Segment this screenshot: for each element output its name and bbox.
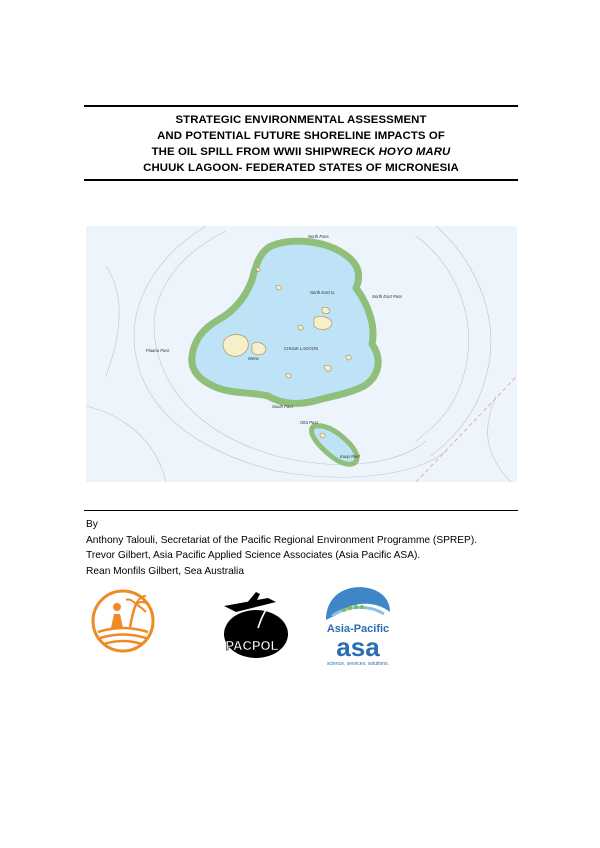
- map-label-south-pass: South Pass: [272, 404, 294, 409]
- title-line-2: AND POTENTIAL FUTURE SHORELINE IMPACTS OF: [157, 130, 445, 142]
- title-line-3-text: THE OIL SPILL FROM WWII SHIPWRECK: [151, 146, 379, 158]
- sprep-logo: [90, 588, 156, 654]
- author-3: Rean Monfils Gilbert, Sea Australia: [86, 565, 244, 577]
- title-ship-name: HOYO MARU: [378, 146, 451, 158]
- title-line-3: [84, 144, 518, 160]
- lagoon-reef: [192, 241, 378, 403]
- title-bottom-rule: [84, 179, 518, 181]
- asa-emblem-icon: [318, 582, 398, 668]
- map-svg: [86, 226, 517, 482]
- asa-tagline: science. services. solutions.: [327, 661, 389, 667]
- asa-logo: [318, 582, 398, 668]
- authors-block: [86, 517, 526, 579]
- pacpol-logo: [196, 588, 292, 660]
- authors-by: By: [86, 519, 98, 530]
- report-title: [84, 112, 518, 176]
- pacpol-text: PACPOL: [225, 638, 279, 653]
- author-1: Anthony Talouli, Secretariat of the Pacific Regional Environment Programme (SPREP).: [86, 534, 478, 546]
- sprep-emblem-icon: [90, 588, 156, 654]
- title-line-4: CHUUK LAGOON- FEDERATED STATES OF MICRONESIA: [143, 162, 459, 174]
- title-top-rule: [84, 105, 518, 107]
- map-label-weno: Weno: [248, 356, 259, 361]
- asa-main-text: asa: [336, 632, 380, 662]
- map-label-lagoon: CHUUK LAGOON: [284, 346, 318, 351]
- map-label-north-pass: North Pass: [308, 234, 329, 239]
- asa-top-text: Asia-Pacific: [326, 623, 390, 635]
- chuuk-lagoon-map: [86, 226, 517, 482]
- map-label-otta-pass: Otta Pass: [300, 420, 319, 425]
- map-label-piaanu-pass: Piaanu Pass: [146, 348, 170, 353]
- pacpol-emblem-icon: [196, 588, 292, 660]
- map-label-kuop: Kuop Reef: [340, 454, 360, 459]
- map-label-northeast-pass: North East Pass: [372, 294, 403, 299]
- map-label-northeast-is: North East Is.: [310, 290, 336, 295]
- shipping-track: [416, 376, 517, 482]
- title-line-1: STRATEGIC ENVIRONMENTAL ASSESSMENT: [175, 114, 427, 126]
- author-2: Trevor Gilbert, Asia Pacific Applied Science Associates (Asia Pacific ASA).: [86, 550, 421, 561]
- authors-rule: [84, 510, 518, 511]
